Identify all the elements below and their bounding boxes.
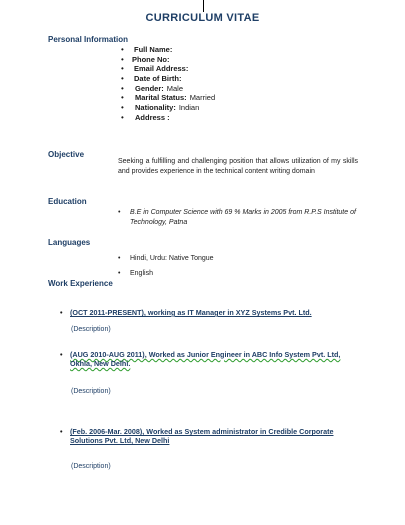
field-label-marital-status: Marital Status: — [135, 93, 187, 103]
list-item — [118, 269, 318, 279]
personal-info-list — [121, 45, 215, 123]
text-cursor — [203, 0, 204, 12]
work-entry-title: (Feb. 2006-Mar. 2008), Worked as System administrator in Credible Corporate Solutions Pvt. Ltd, New Delhi — [70, 427, 334, 445]
bullet: • — [121, 74, 124, 84]
objective-text: Seeking a fulfilling and challenging position that allows utilization of my skills and provides experience in the technical content writing domain — [118, 158, 358, 175]
personal-info-item — [121, 74, 215, 84]
field-value-nationality: Indian — [178, 103, 200, 113]
bullet: • — [60, 350, 63, 359]
field-label-full-name: Full Name: — [134, 45, 173, 54]
bullet: • — [121, 103, 124, 113]
bullet: • — [121, 45, 124, 54]
personal-info-item — [121, 93, 215, 103]
section-heading-languages: Languages — [48, 238, 91, 247]
work-description: (Description) — [71, 388, 111, 395]
bullet: • — [121, 83, 124, 93]
document-title: CURRICULUM VITAE — [145, 12, 260, 24]
list-item — [118, 208, 380, 227]
field-label-address: Address : — [135, 112, 170, 122]
section-heading-objective: Objective — [48, 150, 85, 159]
work-entry — [60, 427, 340, 445]
work-entry — [60, 308, 360, 317]
language-entry: English — [130, 269, 153, 277]
bullet: • — [121, 112, 124, 122]
field-label-email: Email Address: — [134, 64, 189, 74]
personal-info-item — [121, 84, 215, 94]
work-description: (Description) — [71, 463, 111, 470]
personal-info-item — [121, 103, 215, 113]
section-heading-work: Work Experience — [48, 279, 113, 288]
education-list — [118, 208, 380, 227]
field-value-gender: Male — [166, 83, 184, 93]
personal-info-item — [121, 45, 215, 55]
work-description: (Description) — [71, 326, 111, 333]
personal-info-item — [121, 55, 215, 65]
bullet: • — [118, 255, 121, 262]
education-entry: B.E in Computer Science with 69 % Marks in 2005 from R.P.S Institute of Technology, Patna — [130, 209, 356, 226]
bullet: • — [121, 93, 124, 103]
field-value-marital-status: Married — [189, 93, 216, 103]
bullet: • — [118, 269, 121, 277]
bullet: • — [60, 308, 63, 317]
section-heading-personal: Personal Information — [48, 35, 129, 44]
field-label-phone: Phone No: — [132, 54, 170, 64]
bullet: • — [118, 209, 121, 216]
work-entry-title: (OCT 2011-PRESENT), working as IT Manager in XYZ Systems Pvt. Ltd. — [70, 308, 312, 317]
language-entry: Hindi, Urdu: Native Tongue — [130, 255, 214, 262]
bullet: • — [60, 427, 63, 436]
section-heading-education: Education — [48, 197, 87, 206]
languages-list — [118, 254, 318, 283]
field-label-nationality: Nationality: — [135, 103, 176, 113]
bullet: • — [121, 54, 124, 64]
bullet: • — [121, 64, 124, 74]
work-entry-title: (AUG 2010-AUG 2011), Worked as Junior Engineer in ABC Info System Pvt. Ltd, Okhla, New Delhi. — [70, 350, 341, 368]
field-label-gender: Gender: — [135, 83, 164, 93]
personal-info-item — [121, 64, 215, 74]
list-item — [118, 254, 318, 264]
work-entry — [60, 350, 360, 368]
personal-info-item — [121, 113, 215, 123]
field-label-dob: Date of Birth: — [134, 74, 182, 84]
